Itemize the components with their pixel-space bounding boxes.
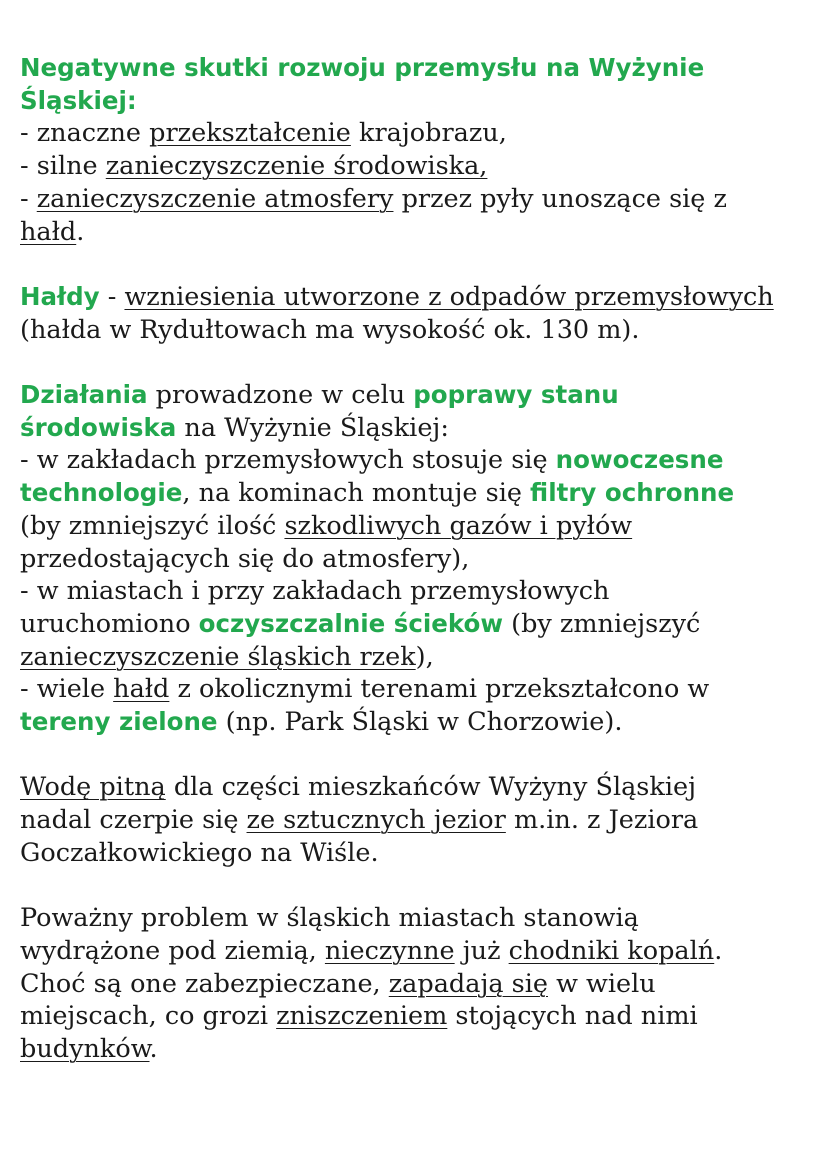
text-line — [20, 379, 820, 412]
text-run: na Wyżynie Śląskiej: — [176, 412, 449, 443]
underlined-term: hałd — [113, 674, 170, 705]
underlined-term: ze sztucznych jezior — [246, 805, 506, 836]
text-line — [20, 902, 820, 935]
text-run: nadal czerpie się — [20, 805, 247, 836]
underlined-term: budynków — [20, 1034, 150, 1065]
paragraph-spacer — [20, 346, 820, 379]
highlighted-term: Śląskiej: — [20, 85, 137, 115]
text-run: . — [714, 935, 723, 966]
text-line — [20, 510, 820, 543]
underlined-term: zapadają się — [388, 968, 548, 999]
text-line — [20, 85, 820, 118]
text-run: Poważny problem w śląskich miastach stanowią — [20, 903, 639, 934]
text-line — [20, 412, 820, 445]
text-run: Goczałkowickiego na Wiśle. — [20, 837, 379, 868]
text-run: (np. Park Śląski w Chorzowie). — [217, 707, 623, 738]
underlined-term: zanieczyszczenie środowiska, — [105, 151, 488, 182]
highlighted-term: Negatywne skutki rozwoju przemysłu na Wyżynie — [20, 53, 705, 82]
text-run: uruchomiono — [20, 608, 199, 639]
paragraph-spacer — [20, 248, 820, 281]
text-line — [20, 477, 820, 510]
text-line — [20, 968, 820, 1001]
text-line — [20, 444, 820, 477]
text-line — [20, 641, 820, 674]
text-run: - — [99, 281, 125, 312]
text-line — [20, 314, 820, 347]
text-run: (hałda w Rydułtowach ma wysokość ok. 130 m). — [20, 314, 640, 345]
text-line — [20, 706, 820, 739]
text-run: . — [149, 1034, 158, 1065]
text-line — [20, 575, 820, 608]
paragraph-problem — [20, 902, 820, 1066]
text-run: miejscach, co grozi — [20, 1001, 277, 1032]
text-run: ), — [415, 641, 434, 672]
text-run: . — [76, 216, 85, 247]
text-run: wydrążone pod ziemią, — [20, 935, 325, 966]
text-run: już — [454, 935, 509, 966]
text-line — [20, 543, 820, 576]
paragraph-dzialania — [20, 379, 820, 739]
text-run: - w zakładach przemysłowych stosuje się — [20, 445, 556, 476]
paragraph-spacer — [20, 870, 820, 903]
text-run: (by zmniejszyć ilość — [20, 510, 285, 541]
text-run: dla części mieszkańców Wyżyny Śląskiej — [165, 772, 696, 803]
highlighted-term: oczyszczalnie ścieków — [198, 608, 504, 638]
text-line — [20, 1033, 820, 1066]
paragraph-negatywne — [20, 52, 820, 248]
underlined-term: przekształcenie — [149, 118, 351, 149]
text-line — [20, 117, 820, 150]
text-line — [20, 52, 820, 85]
underlined-term: szkodliwych gazów i pyłów — [284, 510, 633, 541]
text-line — [20, 771, 820, 804]
text-line — [20, 150, 820, 183]
text-run: - wiele — [20, 674, 114, 705]
highlighted-term: Hałdy — [20, 281, 100, 311]
text-line — [20, 673, 820, 706]
text-run: stojących nad nimi — [447, 1001, 698, 1032]
paragraph-haldy — [20, 281, 820, 346]
text-line — [20, 216, 820, 249]
text-run: - w miastach i przy zakładach przemysłowych — [20, 576, 610, 607]
text-line — [20, 804, 820, 837]
text-run: Choć są one zabezpieczane, — [20, 968, 389, 999]
text-run: m.in. z Jeziora — [505, 805, 699, 836]
underlined-term: wzniesienia utworzone z odpadów przemysłowych — [124, 281, 774, 312]
underlined-term: hałd — [20, 216, 77, 247]
text-line — [20, 183, 820, 216]
underlined-term: Wodę pitną — [20, 772, 166, 803]
text-run: (by zmniejszyć — [503, 608, 701, 639]
text-line — [20, 935, 820, 968]
underlined-term: chodniki kopalń — [508, 935, 715, 966]
text-run: - — [20, 183, 37, 214]
underlined-term: zanieczyszczenie atmosfery — [36, 183, 394, 214]
underlined-term: nieczynne — [324, 935, 455, 966]
highlighted-term: filtry ochronne — [530, 478, 735, 508]
text-line — [20, 608, 820, 641]
text-run: prowadzone w celu — [147, 380, 414, 410]
highlighted-term: tereny zielone — [20, 707, 218, 737]
text-run: krajobrazu, — [350, 118, 507, 149]
highlighted-term: nowoczesne — [555, 445, 724, 475]
text-run: z okolicznymi terenami przekształcono w — [169, 674, 710, 705]
text-run: , na kominach montuje się — [182, 478, 531, 509]
text-run: przedostających się do atmosfery), — [20, 543, 470, 574]
document-page — [20, 52, 820, 1066]
text-run: przez pyły unoszące się z — [393, 183, 727, 214]
underlined-term: zniszczeniem — [276, 1001, 448, 1032]
text-run: w wielu — [548, 968, 656, 999]
highlighted-term: środowiska — [20, 412, 177, 442]
paragraph-woda — [20, 771, 820, 869]
text-line — [20, 837, 820, 870]
highlighted-term: Działania — [20, 380, 148, 409]
highlighted-term: technologie — [20, 478, 183, 508]
text-run: - znaczne — [20, 118, 150, 149]
underlined-term: zanieczyszczenie śląskich rzek — [20, 641, 416, 672]
text-run: - silne — [20, 151, 106, 182]
text-line — [20, 1000, 820, 1033]
text-line — [20, 281, 820, 314]
highlighted-term: poprawy stanu — [413, 380, 619, 409]
paragraph-spacer — [20, 739, 820, 772]
